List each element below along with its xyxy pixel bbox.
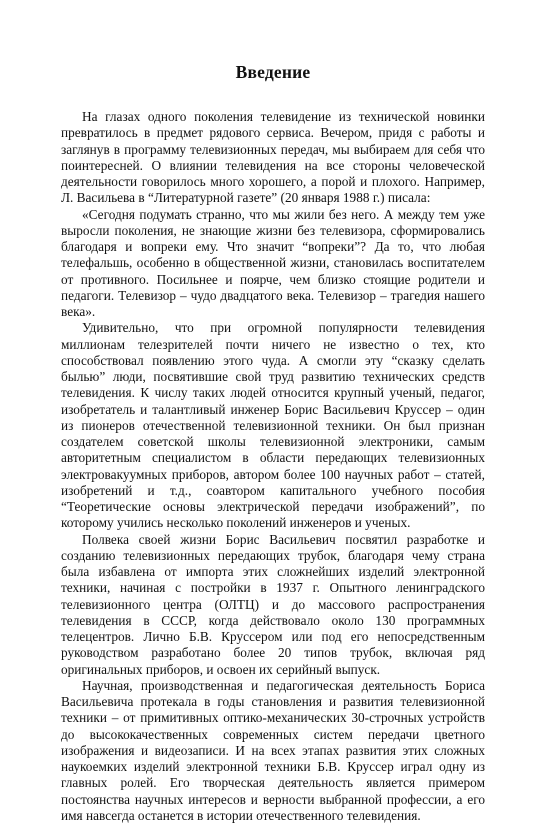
paragraph-intro: На глазах одного поколения телевидение из технической новинки превратилось в предмет рядового сервиса. Вечером, придя с работы и заглянув в программу телевизионных передач, мы выбираем для себя что поинтересней. О влиянии телевидения на все стороны человеческой деятельности говорилось много хорошего, а порой и плохого. Например, Л. Васильева в “Литературной газете” (20 января 1988 г.) писала: bbox=[61, 109, 485, 206]
chapter-title: Введение bbox=[235, 62, 311, 82]
paragraph-krusser-intro: Удивительно, что при огромной популярности телевидения миллионам телезрителей почти ничего не известно о тех, кто способствовал появлению этого чуда. А смогли эту “сказку сделать былью” люди, посвятившие свой труд развитию технических средств телевидения. К числу таких людей относится крупный ученый, педагог, изобретатель и талантливый инженер Борис Васильевич Круссер – один из пионеров отечественной телевизионной техники. Он был признан создателем советской школы телевизионной электроники, самым авторитетным специалистом в области передающих телевизионных электровакуумных приборов, автором более 100 научных работ – статей, изобретений и т.д., соавтором капитального учебного пособия “Теоретические основы электрической передачи изображений”, по которому учились несколько поколений инженеров и ученых. bbox=[61, 320, 485, 531]
paragraph-quote: «Сегодня подумать странно, что мы жили без него. А между тем уже выросли поколения, не знающие жизни без телевизора, сформировались благодаря и вопреки ему. Что значит “вопреки”? Да то, что любая телефальшь, особенно в общественной жизни, становилась воспитателем от противного. Посильнее и поярче, чем близко стоящие родители и педагоги. Телевизор – чудо двадцатого века. Телевизор – трагедия нашего века». bbox=[61, 206, 485, 319]
chapter-body bbox=[61, 109, 485, 824]
paragraph-career-summary: Научная, производственная и педагогическая деятельность Бориса Васильевича протекала в годы становления и развития телевизионной техники – от примитивных оптико-механических 30-строчных устройств до высококачественных современных систем передачи цветного изображения и видеозаписи. И на всех этапах развития этих сложных наукоемких изделий электронной техники Б.В. Круссер играл одну из главных ролей. Его творческая деятельность является примером постоянства научных интересов и верности выбранной профессии, а его имя навсегда останется в истории отечественного телевидения. bbox=[61, 677, 485, 823]
paragraph-tubes-development: Полвека своей жизни Борис Васильевич посвятил разработке и созданию телевизионных передающих трубок, благодаря чему страна была избавлена от импорта этих сложнейших изделий электронной техники, начиная с постройки в 1937 г. Опытного ленинградского телевизионного центра (ОЛТЦ) и до массового распространения телевидения в СССР, когда действовало около 130 программных телецентров. Лично Б.В. Круссером или под его непосредственным руководством разработано более 20 типов трубок, включая ряд оригинальных приборов, и освоен их серийный выпуск. bbox=[61, 531, 485, 677]
